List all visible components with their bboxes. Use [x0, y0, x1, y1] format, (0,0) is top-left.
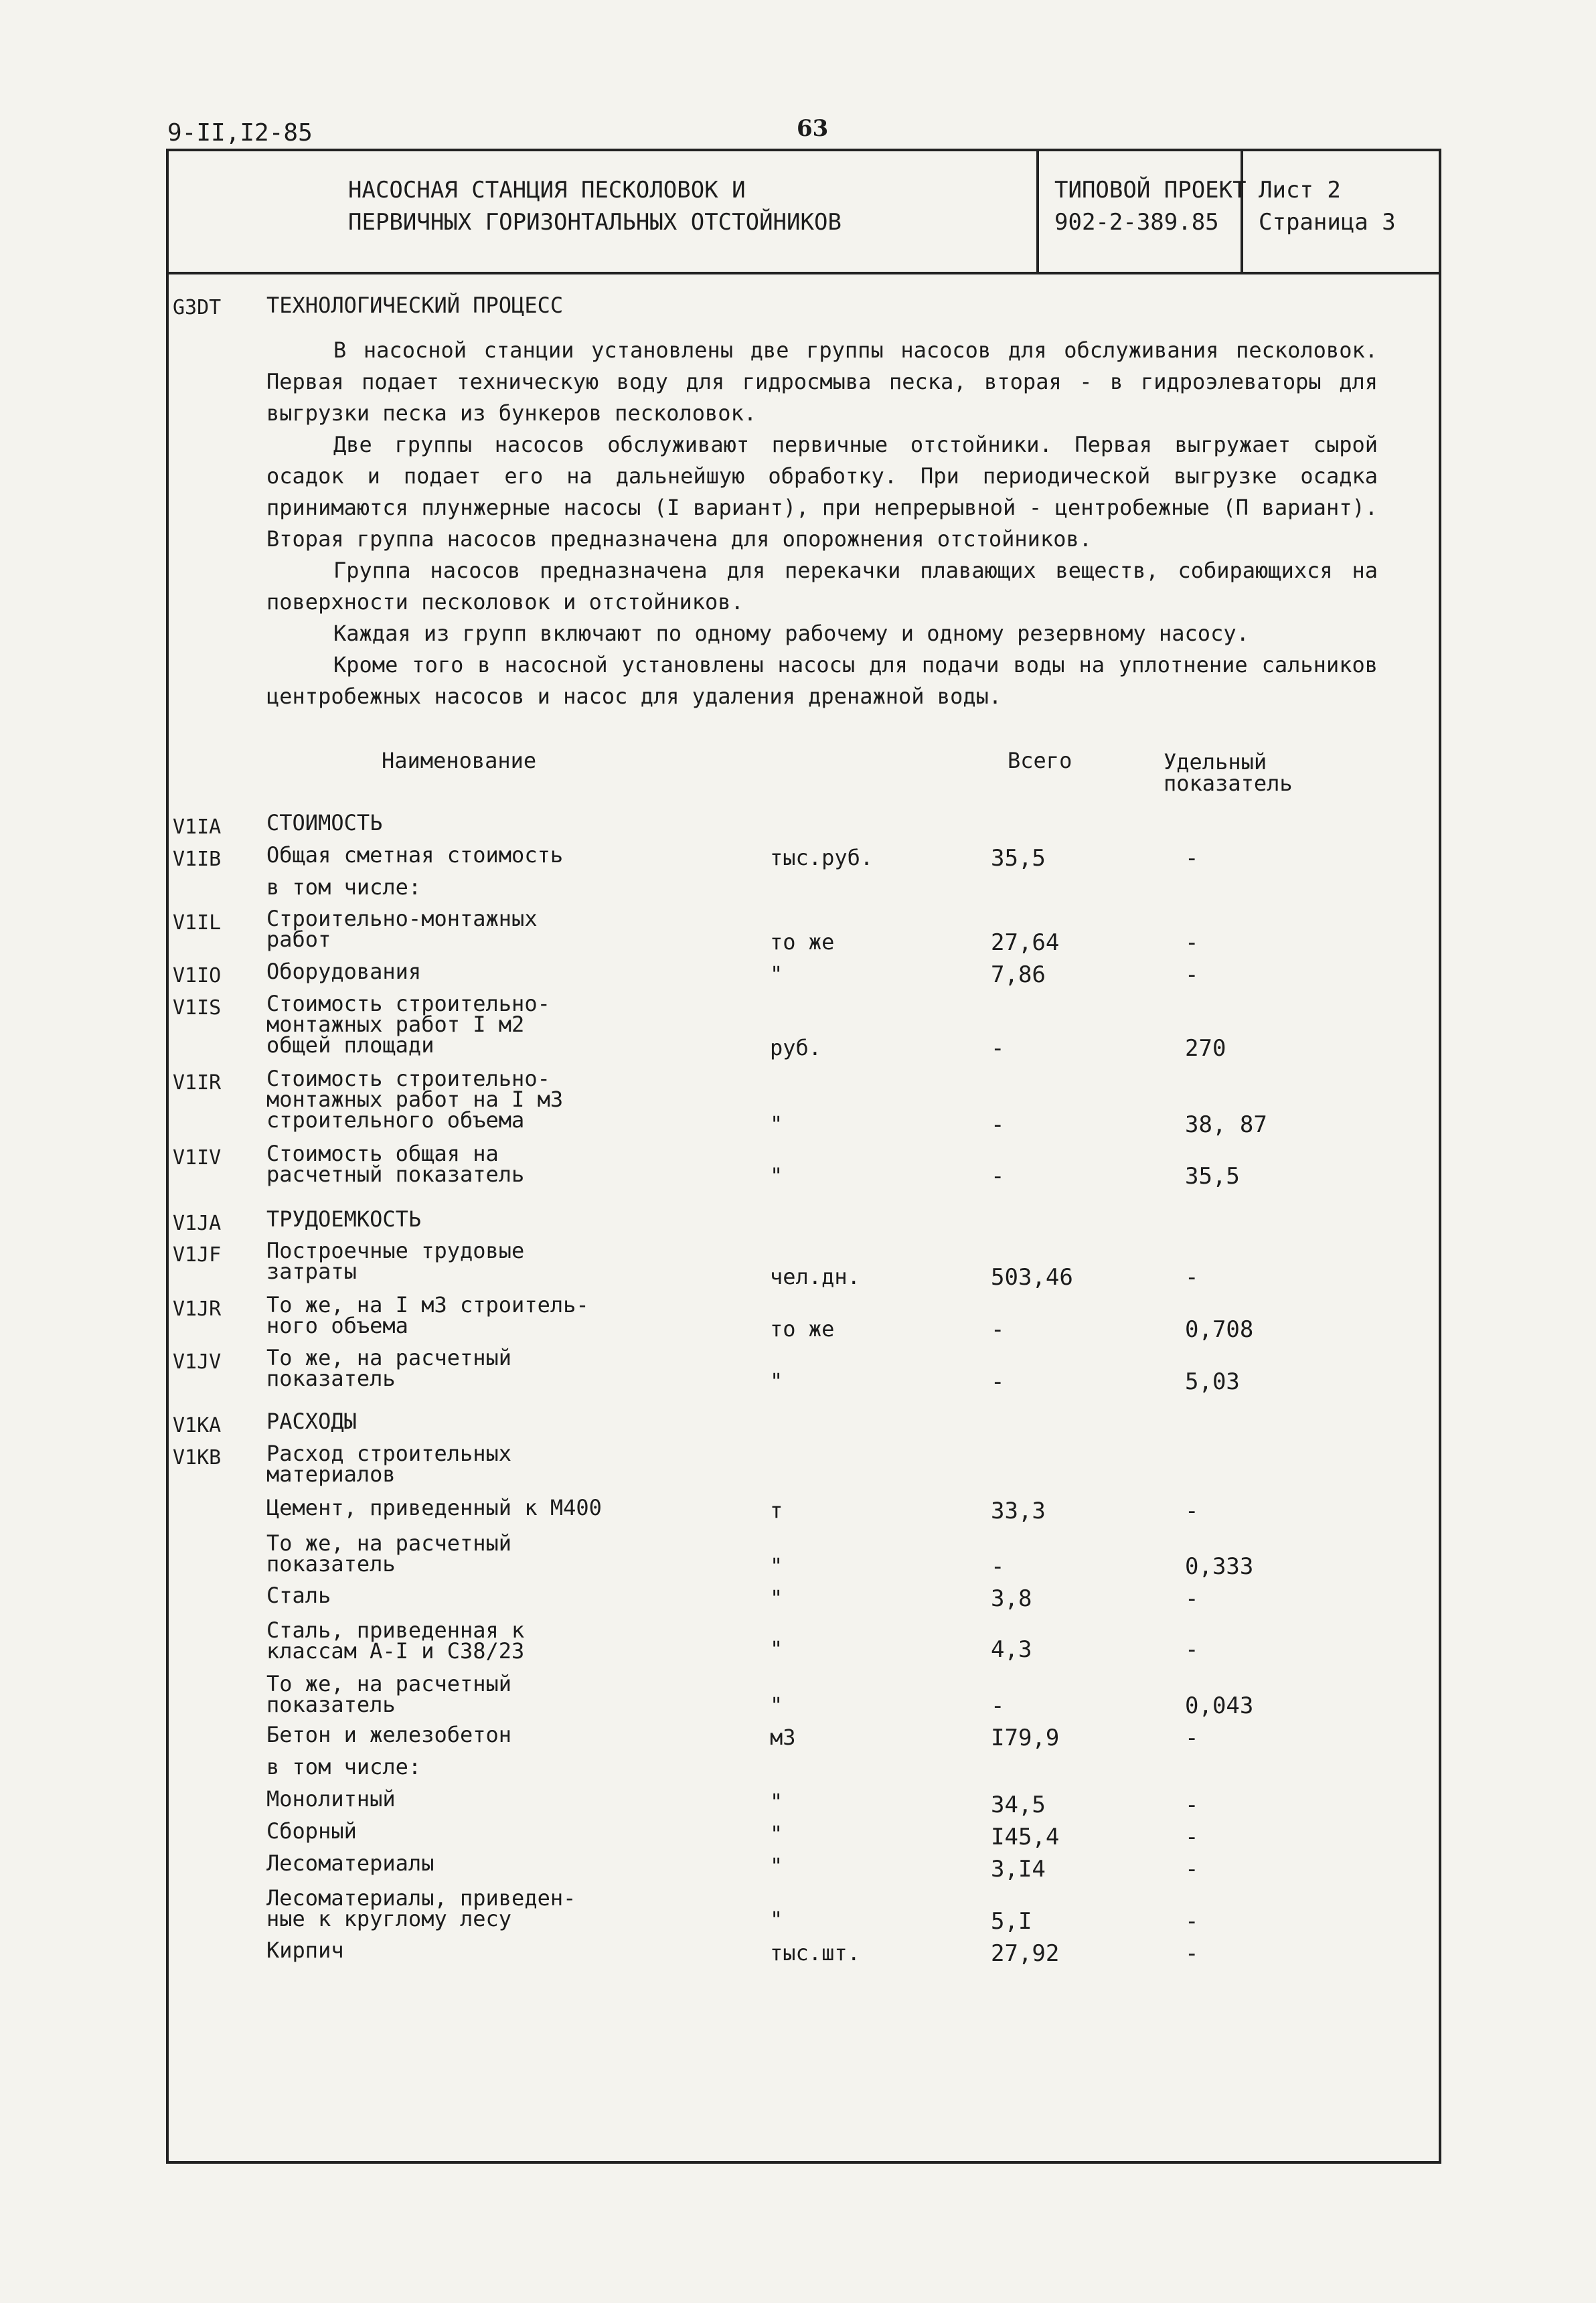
row-unit: " — [770, 1907, 783, 1932]
row-specific: - — [1185, 1792, 1199, 1818]
row-code: V1IB — [173, 848, 222, 871]
row-unit: " — [770, 1553, 783, 1579]
process-description — [266, 335, 1378, 712]
row-name: Сборный — [266, 1818, 357, 1844]
row-total: 5,I — [991, 1908, 1032, 1935]
row-specific: - — [1185, 929, 1199, 956]
row-unit: " — [770, 1163, 783, 1188]
row-name: Стоимость общая на расчетный показатель — [266, 1141, 525, 1187]
row-code: V1IV — [173, 1146, 222, 1170]
row-name: Цемент, приведенный к М400 — [266, 1495, 602, 1520]
row-name: Кирпич — [266, 1937, 344, 1963]
row-name: в том числе: — [266, 1754, 422, 1779]
paragraph: Каждая из групп включают по одному рабочему и одному резервному насосу. — [333, 621, 1249, 646]
title-line-2: ПЕРВИЧНЫХ ГОРИЗОНТАЛЬНЫХ ОТСТОЙНИКОВ — [348, 209, 842, 236]
row-specific: - — [1185, 1908, 1199, 1935]
row-name: ТРУДОЕМКОСТЬ — [266, 1206, 422, 1232]
row-unit: то же — [770, 1316, 835, 1342]
row-name: Монолитный — [266, 1786, 396, 1812]
row-specific: 0,708 — [1185, 1316, 1254, 1343]
row-unit: тыс.руб. — [770, 845, 874, 870]
row-total: 27,64 — [991, 929, 1060, 956]
row-unit: то же — [770, 929, 835, 955]
row-specific: 0,043 — [1185, 1692, 1254, 1719]
row-specific: - — [1185, 1824, 1199, 1850]
row-unit: " — [770, 961, 783, 987]
row-unit: " — [770, 1789, 783, 1814]
row-total: - — [991, 1368, 1005, 1395]
row-specific: - — [1185, 961, 1199, 988]
row-name: СТОИМОСТЬ — [266, 810, 383, 836]
row-specific: 35,5 — [1185, 1163, 1240, 1190]
row-name: То же, на расчетный показатель — [266, 1530, 512, 1577]
row-code: V1IL — [173, 911, 222, 935]
row-specific: - — [1185, 1940, 1199, 1967]
column-header-name: Наименование — [382, 748, 537, 773]
row-name: То же, на I м3 строитель- ного объема — [266, 1292, 589, 1338]
row-name: Стоимость строительно- монтажных работ на I м3 строительного объема — [266, 1066, 564, 1133]
row-unit: чел.дн. — [770, 1264, 860, 1289]
row-name: Лесоматериалы — [266, 1850, 434, 1876]
row-unit: м3 — [770, 1725, 796, 1750]
row-total: - — [991, 1035, 1005, 1062]
paragraph: В насосной станции установлены две группы насосов для обслуживания песколовок. Первая подает техническую воду для гидросмыва песка, вторая - в гидроэлеваторы для выгрузки песка из бункеров песколовок. — [266, 337, 1378, 426]
row-code: V1IO — [173, 964, 222, 987]
row-total: 34,5 — [991, 1792, 1046, 1818]
row-total: 4,3 — [991, 1636, 1032, 1663]
row-specific: - — [1185, 1636, 1199, 1663]
project-label: ТИПОВОЙ ПРОЕКТ — [1054, 177, 1247, 204]
row-specific: 38, 87 — [1185, 1111, 1267, 1138]
section-code: G3DT — [173, 296, 222, 319]
paragraph: Группа насосов предназначена для перекачки плавающих веществ, собирающихся на поверхности песколовок и отстойников. — [266, 558, 1378, 615]
row-code: V1JR — [173, 1297, 222, 1321]
row-code: V1IA — [173, 815, 222, 839]
row-total: I79,9 — [991, 1725, 1060, 1751]
row-code: V1JA — [173, 1212, 222, 1235]
row-specific: - — [1185, 1725, 1199, 1751]
title-block-divider-2 — [1241, 149, 1243, 273]
row-total: - — [991, 1692, 1005, 1719]
column-header-specific-1: Удельный — [1164, 749, 1267, 775]
title-block-divider-1 — [1036, 149, 1039, 273]
sheet-label: Лист 2 — [1259, 177, 1341, 204]
row-name: Расход строительных материалов — [266, 1441, 512, 1487]
row-unit: " — [770, 1111, 783, 1137]
paragraph: Кроме того в насосной установлены насосы для подачи воды на уплотнение сальников центробежных насосов и насос для удаления дренажной воды. — [266, 652, 1378, 709]
row-name: Сталь — [266, 1583, 331, 1608]
row-name: Построечные трудовые затраты — [266, 1238, 525, 1284]
page-number: 63 — [797, 115, 829, 142]
row-total: 503,46 — [991, 1264, 1073, 1291]
row-unit: " — [770, 1585, 783, 1611]
row-total: I45,4 — [991, 1824, 1060, 1850]
row-name: Общая сметная стоимость — [266, 842, 564, 868]
row-code: V1KB — [173, 1446, 222, 1470]
column-header-specific-2: показатель — [1164, 771, 1293, 796]
row-code: V1KA — [173, 1414, 222, 1437]
page-label: Страница 3 — [1259, 209, 1396, 236]
row-specific: - — [1185, 1856, 1199, 1883]
row-total: - — [991, 1163, 1005, 1190]
row-total: 3,8 — [991, 1585, 1032, 1612]
row-specific: - — [1185, 1585, 1199, 1612]
row-total: 7,86 — [991, 961, 1046, 988]
row-unit: " — [770, 1368, 783, 1394]
row-unit: " — [770, 1636, 783, 1662]
row-code: V1JV — [173, 1350, 222, 1374]
row-name: То же, на расчетный показатель — [266, 1671, 512, 1717]
row-name: Лесоматериалы, приведен- ные к круглому лесу — [266, 1885, 576, 1931]
row-name: РАСХОДЫ — [266, 1409, 357, 1434]
row-name: в том числе: — [266, 874, 422, 900]
project-number: 902-2-389.85 — [1054, 209, 1219, 236]
row-total: - — [991, 1553, 1005, 1580]
row-total: 27,92 — [991, 1940, 1060, 1967]
title-line-1: НАСОСНАЯ СТАНЦИЯ ПЕСКОЛОВОК И — [348, 177, 746, 204]
row-specific: - — [1185, 1498, 1199, 1524]
row-total: 3,I4 — [991, 1856, 1046, 1883]
row-specific: - — [1185, 1264, 1199, 1291]
row-specific: 270 — [1185, 1035, 1226, 1062]
row-unit: руб. — [770, 1035, 822, 1060]
row-unit: " — [770, 1853, 783, 1879]
row-name: Оборудования — [266, 959, 422, 984]
row-total: - — [991, 1316, 1005, 1343]
row-unit: тыс.шт. — [770, 1940, 860, 1966]
row-specific: 0,333 — [1185, 1553, 1254, 1580]
row-code: V1JF — [173, 1243, 222, 1267]
row-name: Сталь, приведенная к классам А-I и С38/23 — [266, 1617, 525, 1664]
title-block-separator — [166, 272, 1441, 274]
row-specific: - — [1185, 845, 1199, 872]
row-unit: " — [770, 1821, 783, 1846]
row-name: Бетон и железобетон — [266, 1722, 512, 1747]
row-code: V1IS — [173, 996, 222, 1020]
row-specific: 5,03 — [1185, 1368, 1240, 1395]
row-unit: т — [770, 1498, 783, 1523]
row-total: - — [991, 1111, 1005, 1138]
paragraph: Две группы насосов обслуживают первичные отстойники. Первая выгружает сырой осадок и подает его на дальнейшую обработку. При периодической выгрузке осадка принимаются плунжерные насосы (I вариант), при непрерывной - центробежные (П вариант). Вторая группа насосов предназначена для опорожнения отстойников. — [266, 432, 1378, 552]
row-code: V1IR — [173, 1071, 222, 1095]
row-name: То же, на расчетный показатель — [266, 1345, 512, 1391]
row-name: Строительно-монтажных работ — [266, 906, 538, 952]
document-id: 9-II,I2-85 — [167, 119, 313, 147]
column-header-total: Всего — [1008, 748, 1072, 773]
row-name: Стоимость строительно- монтажных работ I м2 общей площади — [266, 991, 550, 1058]
row-total: 35,5 — [991, 845, 1046, 872]
row-total: 33,3 — [991, 1498, 1046, 1524]
row-unit: " — [770, 1692, 783, 1718]
section-title: ТЕХНОЛОГИЧЕСКИЙ ПРОЦЕСС — [266, 293, 564, 318]
